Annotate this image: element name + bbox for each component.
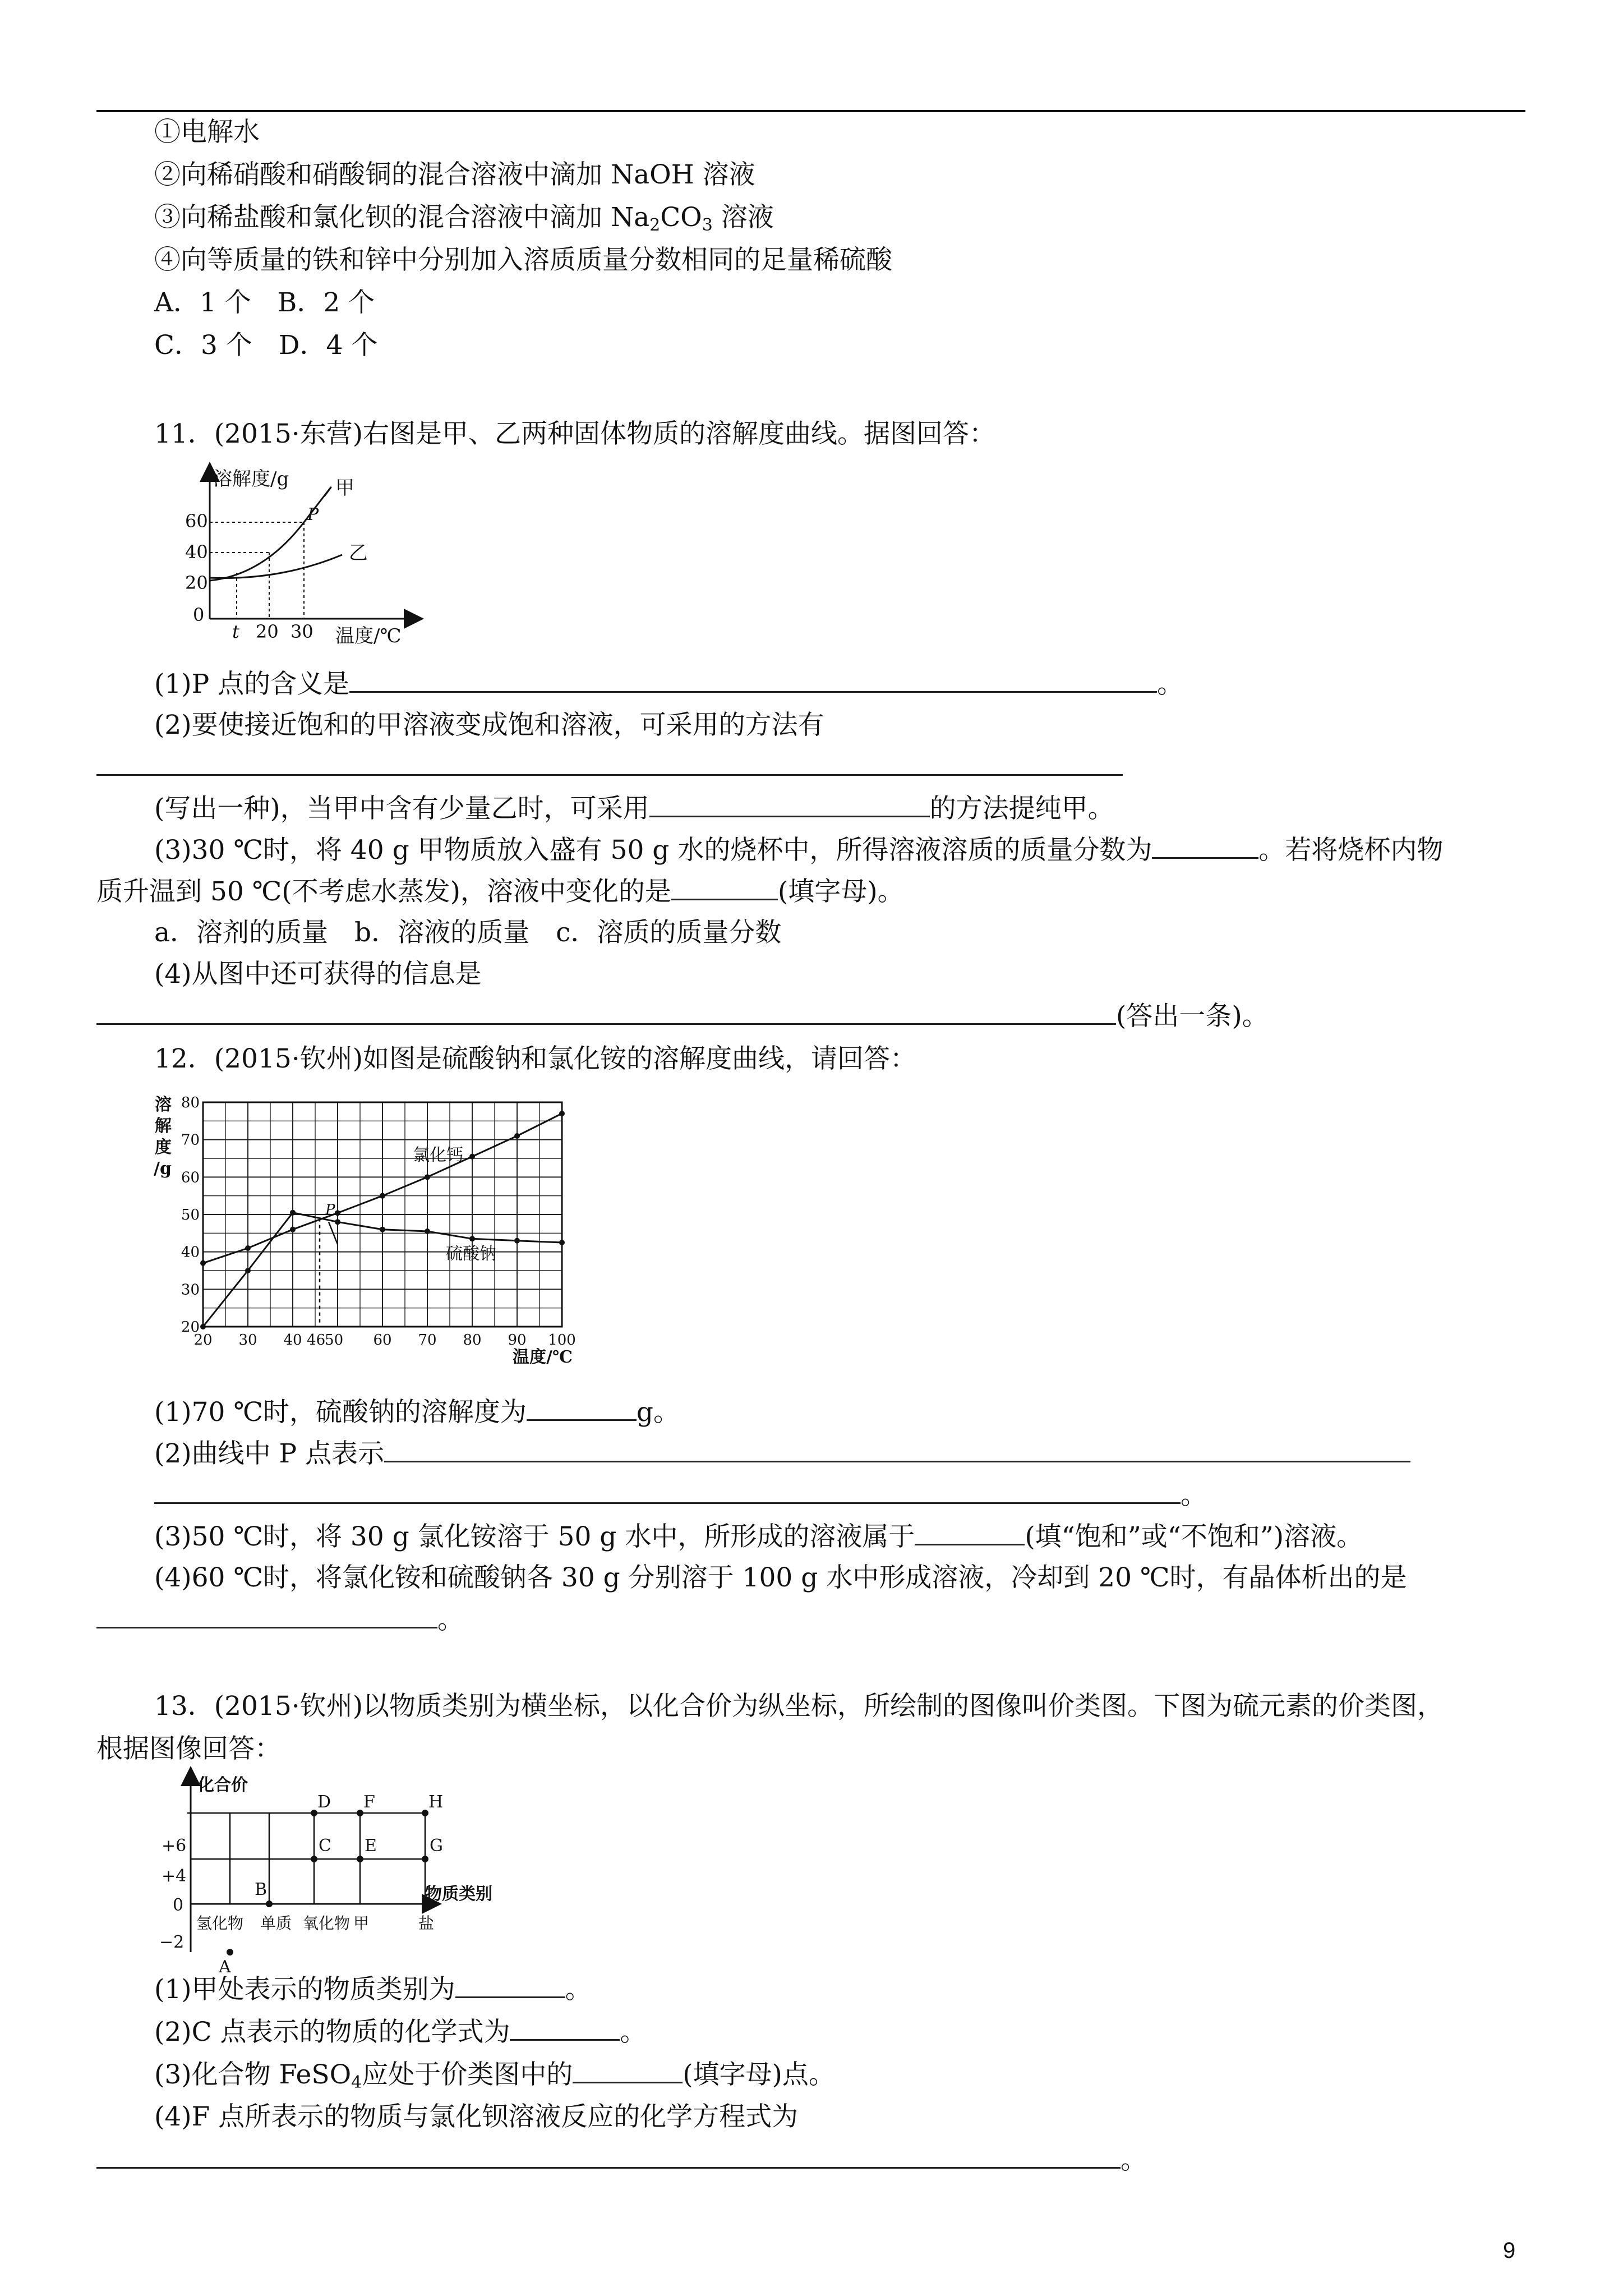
header-rule: [96, 110, 1525, 112]
q13-point-label: C: [319, 1836, 331, 1856]
q12-data-point: [559, 1111, 565, 1116]
answer-blank[interactable]: [96, 749, 1123, 776]
q12-x-tick: 20: [193, 1332, 213, 1349]
q13-grid: [187, 1813, 425, 1904]
q12-data-point: [200, 1260, 206, 1266]
q12-y-tick: 60: [181, 1169, 200, 1186]
q13-point-label: G: [430, 1836, 443, 1856]
q11-y-tick: 0: [193, 604, 205, 625]
q10-options-cd: C．3 个 D．4 个: [154, 330, 378, 361]
q13-part-1: (1)甲处表示的物质类别为 。: [154, 1972, 592, 2007]
q13-category-label: 氧化物: [303, 1914, 351, 1932]
q12-point-p: P: [325, 1202, 335, 1218]
q10-item-2: ②向稀硝酸和硝酸铜的混合溶液中滴加 NaOH 溶液: [154, 159, 755, 190]
q12-data-point: [514, 1133, 520, 1139]
q12-data-point: [469, 1154, 475, 1159]
q13-point: [357, 1856, 363, 1862]
q12-x-tick: 50: [325, 1332, 344, 1349]
q11-series-label-jia: 甲: [335, 477, 354, 499]
q13-x-label: 物质类别: [425, 1884, 492, 1904]
q13-points: [218, 1792, 443, 1977]
q13-point: [227, 1949, 233, 1955]
q12-y-label: 度: [155, 1138, 172, 1157]
q12-stem: 12．(2015·钦州)如图是硫酸钠和氯化铵的溶解度曲线，请回答：: [154, 1043, 917, 1074]
q13-valence-chart: [151, 1767, 533, 1977]
q11-part-3: (3)30 ℃时，将 40 g 甲物质放入盛有 50 g 水的烧杯中，所得溶液溶质的质量分数为 。若将烧杯内物: [154, 832, 1443, 868]
q12-data-point: [245, 1245, 251, 1251]
q12-y-tick: 40: [181, 1244, 200, 1261]
q12-y-label: 溶: [155, 1095, 172, 1115]
q13-point: [266, 1901, 273, 1907]
answer-blank[interactable]: [527, 1395, 637, 1421]
q13-stem: 13．(2015·钦州)以物质类别为横坐标，以化合价为纵坐标，所绘制的图像叫价类图。下图为硫元素的价类图，: [154, 1691, 1444, 1722]
q12-series-label: 氯化钙: [413, 1145, 463, 1165]
q11-series-label-yi: 乙: [349, 542, 368, 564]
q13-category-label: 单质: [260, 1914, 292, 1932]
q12-part-3: (3)50 ℃时，将 30 g 氯化铵溶于 50 g 水中，所形成的溶液属于 (填“饱和”或“不饱和”)溶液。: [154, 1519, 1363, 1554]
q12-data-point: [335, 1210, 340, 1216]
q12-x-label: 温度/℃: [513, 1347, 573, 1367]
q12-series-label: 硫酸钠: [446, 1244, 496, 1264]
answer-blank[interactable]: [154, 1478, 1181, 1504]
q12-part-4: (4)60 ℃时，将氯化铵和硫酸钠各 30 g 分别溶于 100 g 水中形成溶液，冷却到 20 ℃时，有晶体析出的是: [154, 1562, 1407, 1593]
q12-data-point: [335, 1219, 340, 1225]
q10-item-1: ①电解水: [154, 117, 260, 148]
q13-y-tick: +4: [162, 1866, 187, 1886]
q11-solubility-chart: [185, 463, 437, 648]
q13-point-label: D: [317, 1792, 331, 1812]
answer-blank[interactable]: [510, 2014, 620, 2041]
q13-category-label: 氢化物: [196, 1914, 244, 1932]
q11-x-tick: 20: [256, 621, 279, 642]
q11-y-tick: 60: [185, 510, 208, 532]
q13-part-2: (2)C 点表示的物质的化学式为 。: [154, 2014, 646, 2050]
q11-x-label: 温度/℃: [335, 625, 402, 647]
q12-part-4-cont: 。: [96, 1602, 464, 1637]
q13-point: [357, 1810, 363, 1816]
q12-grid: [203, 1102, 562, 1327]
q11-part-1: (1)P 点的含义是 。: [154, 666, 1183, 702]
q13-point: [422, 1810, 428, 1816]
answer-blank[interactable]: [649, 791, 930, 817]
q12-data-point: [514, 1238, 520, 1244]
q12-y-tick: 50: [181, 1207, 200, 1223]
q10-item-3: ③向稀盐酸和氯化钡的混合溶液中滴加 $Na_2CO_3$ 溶液: [154, 202, 774, 235]
q11-part-2: (2)要使接近饱和的甲溶液变成饱和溶液，可采用的方法有: [154, 710, 824, 740]
q12-x-tick: 60: [373, 1332, 392, 1349]
q11-y-label: 溶解度/g: [213, 468, 289, 490]
q12-data-point: [425, 1174, 430, 1180]
q13-y-tick: −2: [159, 1932, 185, 1952]
q12-y-ticks: [181, 1094, 200, 1336]
q12-part-2-cont: 。: [154, 1478, 1207, 1513]
q12-data-point: [380, 1193, 385, 1199]
q13-category-label: 盐: [418, 1914, 435, 1932]
q11-y-tick: 40: [185, 541, 208, 563]
q12-y-label: 解: [155, 1116, 172, 1136]
q11-x-tick: t: [232, 621, 239, 642]
q13-categories: [196, 1914, 434, 1932]
q12-y-tick: 20: [181, 1319, 200, 1336]
q13-y-label: 化合价: [197, 1775, 248, 1795]
answer-blank[interactable]: [96, 2142, 1121, 2169]
q11-x-tick: 30: [291, 621, 313, 642]
page-number: 9: [1503, 2238, 1516, 2263]
q12-solubility-chart: [147, 1091, 596, 1366]
q12-y-label: /g: [154, 1159, 172, 1179]
q11-part-3-cont: 质升温到 50 ℃(不考虑水蒸发)，溶液中变化的是 (填字母)。: [96, 874, 904, 909]
answer-blank[interactable]: [573, 2057, 683, 2083]
q11-part-2-blank-line: [96, 749, 1123, 785]
answer-blank[interactable]: [384, 1436, 1410, 1462]
q11-part-4: (4)从图中还可获得的信息是: [154, 959, 482, 990]
q12-data-point: [245, 1268, 251, 1273]
q11-part-3-options: a．溶剂的质量 b．溶液的质量 c．溶质的质量分数: [154, 917, 782, 948]
q13-part-3: (3)化合物 FeSO$_4$应处于价类图中的 (填字母)点。: [154, 2057, 835, 2092]
q12-part-1: (1)70 ℃时，硫酸钠的溶解度为 g。: [154, 1395, 680, 1430]
answer-blank[interactable]: [96, 1602, 437, 1628]
answer-blank[interactable]: [349, 666, 1157, 693]
q12-x-ticks: [193, 1332, 575, 1349]
q13-stem-cont: 根据图像回答：: [96, 1733, 281, 1764]
q12-x-tick: 90: [508, 1332, 527, 1349]
q11-point-p: P: [307, 505, 319, 524]
q11-part-4-cont: (答出一条)。: [96, 999, 1269, 1034]
q12-data-point: [425, 1228, 430, 1234]
answer-blank[interactable]: [915, 1519, 1025, 1545]
q13-point-label: F: [363, 1792, 375, 1812]
q12-y-tick: 30: [181, 1281, 200, 1299]
q13-part-4: (4)F 点所表示的物质与氯化钡溶液反应的化学方程式为: [154, 2101, 799, 2132]
q11-stem: 11．(2015·东营)右图是甲、乙两种固体物质的溶解度曲线。据图回答：: [154, 418, 996, 449]
q11-y-tick: 20: [185, 572, 208, 593]
q12-data-point: [200, 1324, 206, 1329]
q13-y-tick: 0: [173, 1895, 184, 1915]
q12-y-tick: 80: [181, 1094, 200, 1111]
answer-blank[interactable]: [671, 874, 778, 900]
q12-x-tick: 30: [238, 1332, 257, 1349]
q12-x-tick: 70: [418, 1332, 437, 1349]
q13-point-label: B: [255, 1880, 268, 1899]
q10-item-4: ④向等质量的铁和锌中分别加入溶质质量分数相同的足量稀硫酸: [154, 245, 892, 275]
q10-options-ab: A．1 个 B．2 个: [154, 287, 375, 318]
q13-point: [311, 1810, 317, 1816]
q12-part-2: (2)曲线中 P 点表示: [154, 1436, 1410, 1471]
q12-x-tick: 46: [307, 1332, 326, 1349]
q13-part-4-cont: 。: [96, 2142, 1147, 2178]
q13-point: [422, 1856, 428, 1862]
q12-x-tick: 80: [463, 1332, 482, 1349]
q13-point-label: A: [219, 1957, 231, 1977]
q12-data-point: [469, 1236, 475, 1241]
q12-data-point: [290, 1210, 296, 1216]
q13-point-label: E: [365, 1836, 377, 1856]
answer-blank[interactable]: [1152, 832, 1258, 859]
q13-category-label: 甲: [353, 1914, 370, 1932]
q12-x-tick: 40: [283, 1332, 302, 1349]
answer-blank[interactable]: [455, 1972, 565, 1998]
q12-data-point: [290, 1227, 296, 1232]
q13-point-label: H: [428, 1792, 444, 1812]
q11-curve-yi: [210, 555, 342, 578]
q12-x-tick: 100: [548, 1332, 576, 1349]
q13-y-tick: +6: [162, 1836, 187, 1856]
q13-point: [311, 1856, 317, 1862]
q11-curve-jia: [210, 487, 331, 581]
q12-data-point: [559, 1240, 565, 1245]
q12-data-point: [380, 1227, 385, 1232]
q12-y-tick: 70: [181, 1131, 200, 1149]
q11-part-2-cont: (写出一种)，当甲中含有少量乙时，可采用 的方法提纯甲。: [154, 791, 1114, 826]
answer-blank[interactable]: [96, 999, 1116, 1025]
